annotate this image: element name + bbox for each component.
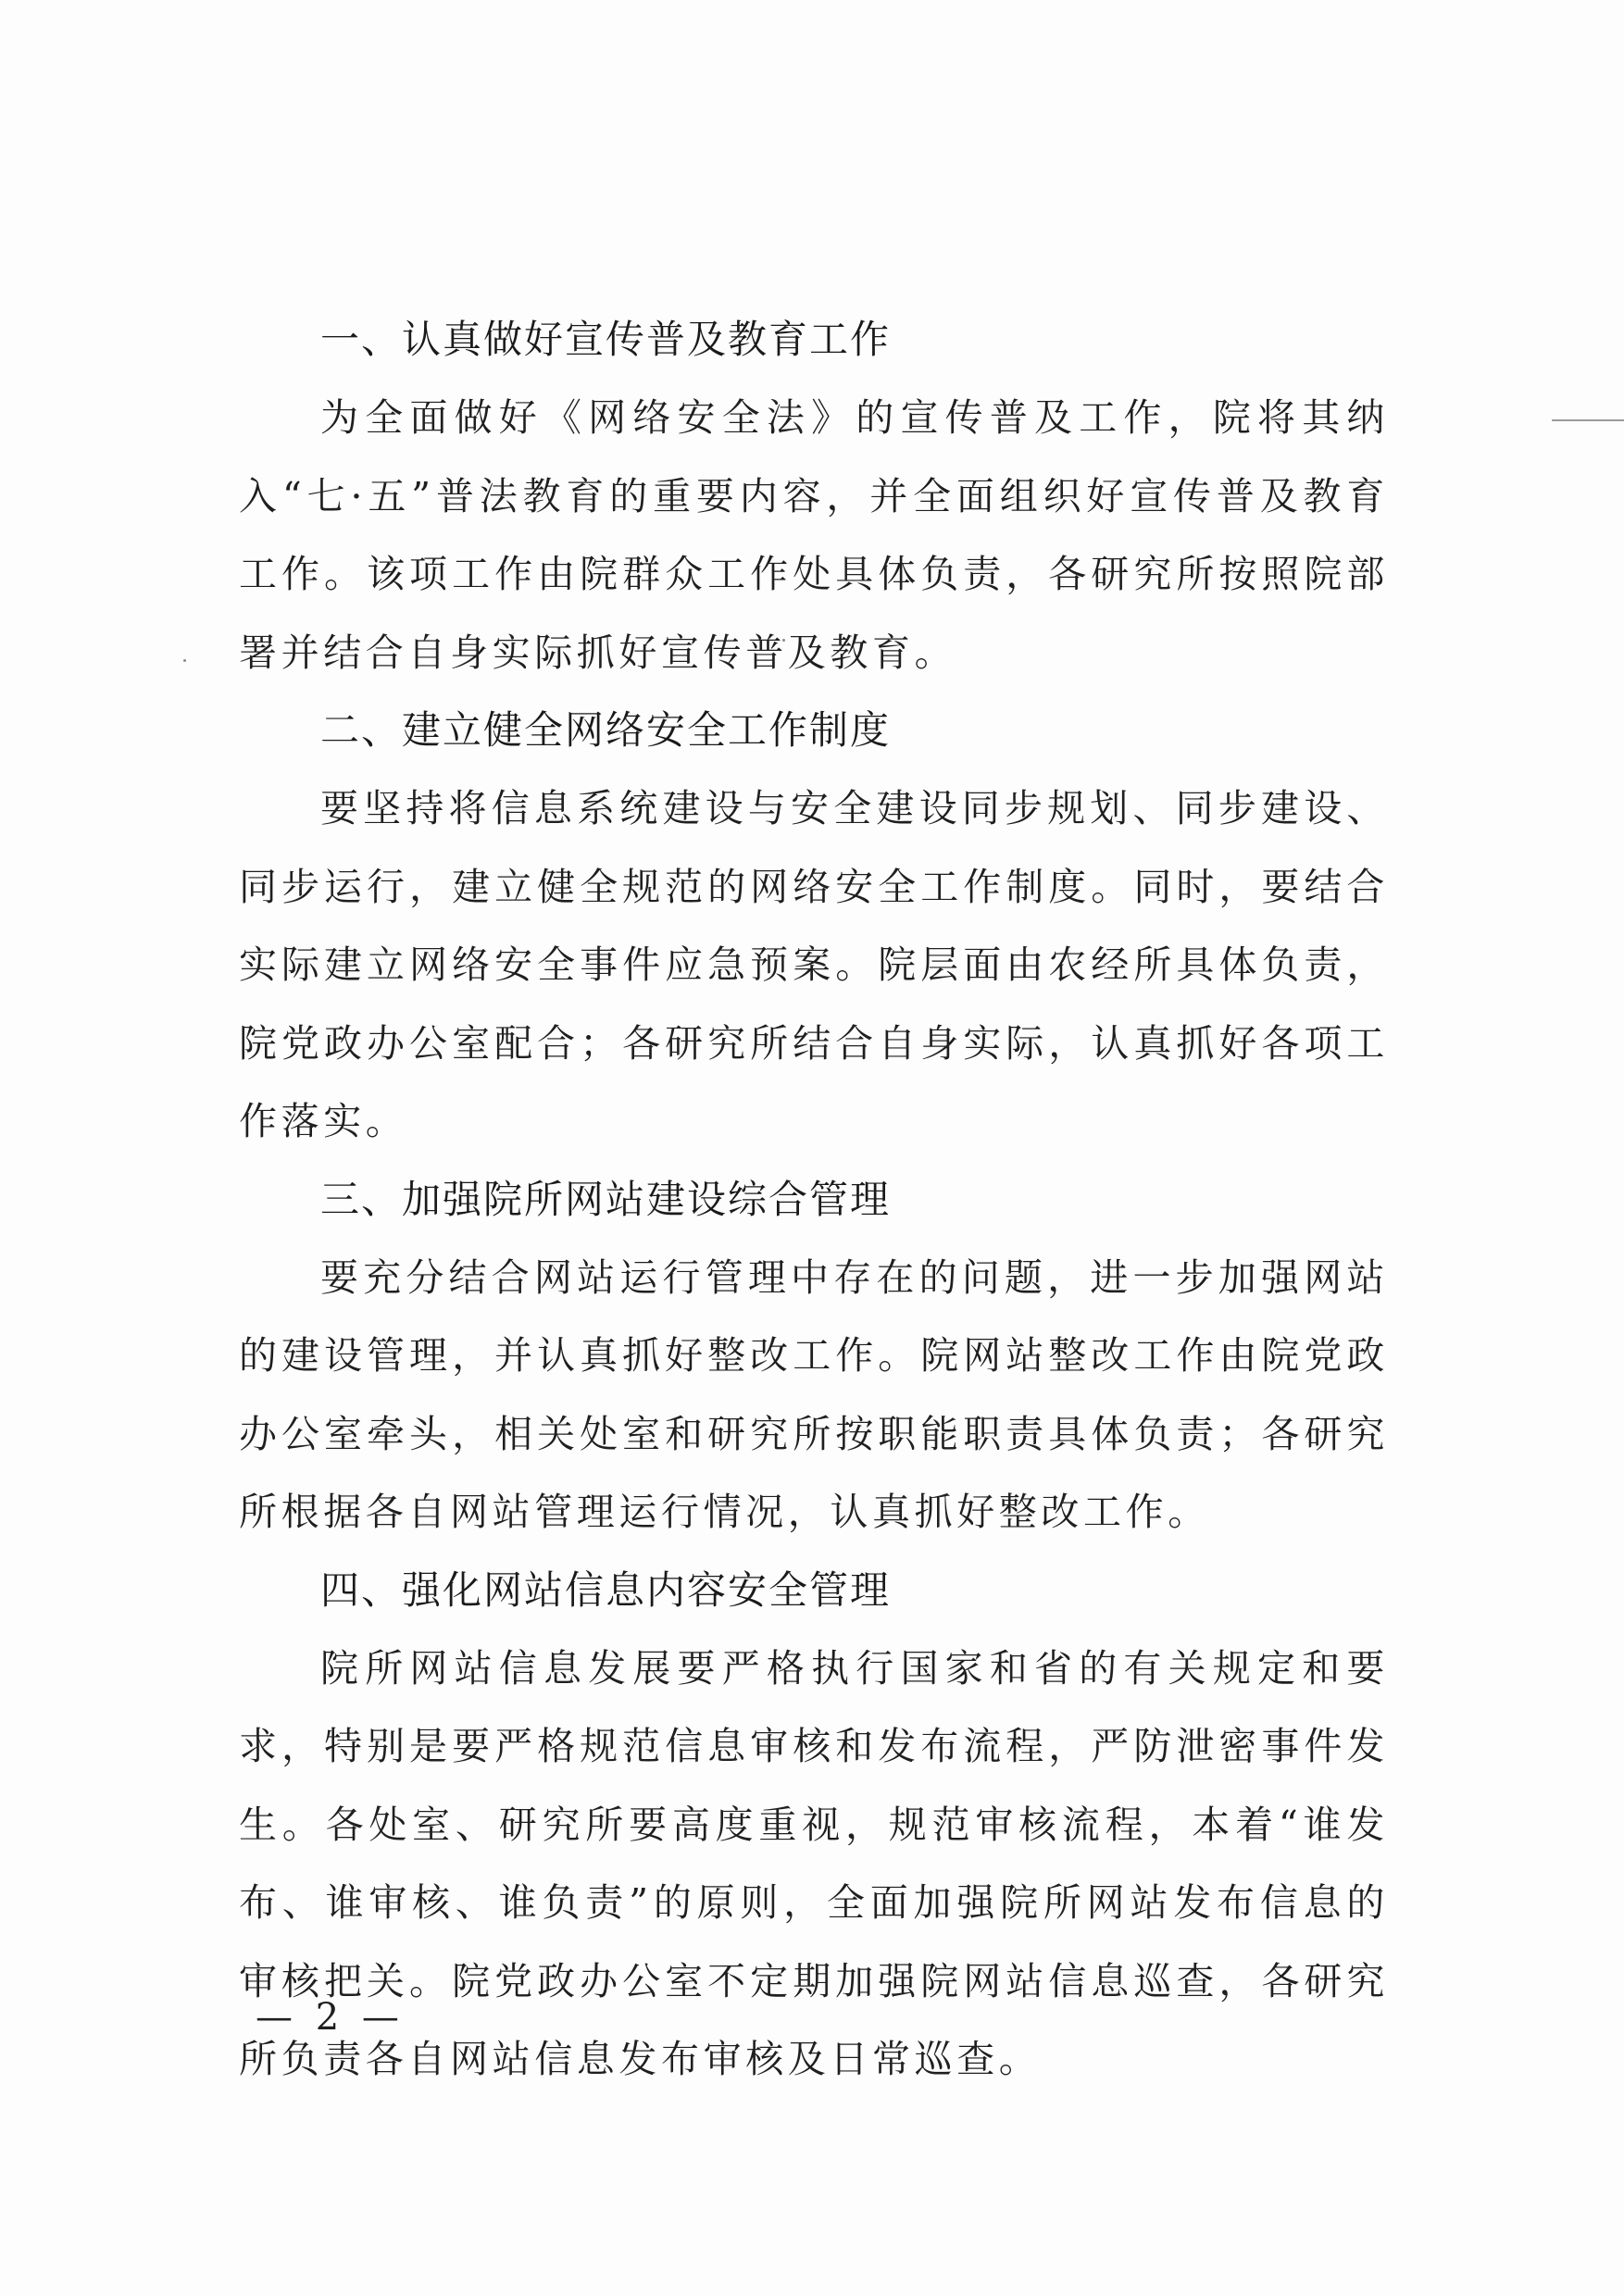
margin-mark — [1552, 419, 1624, 421]
section-heading: 一、认真做好宣传普及教育工作 — [320, 317, 892, 362]
section-heading: 四、强化网站信息内容安全管理 — [320, 1566, 892, 1613]
section-heading: 二、建立健全网络安全工作制度 — [320, 707, 892, 753]
scan-speck — [183, 659, 186, 662]
section-3 — [239, 1161, 1389, 1552]
section-heading: 三、加强院所网站建设综合管理 — [320, 1176, 892, 1222]
page-number: — 2 — — [256, 1996, 405, 2039]
section-1 — [239, 301, 1389, 692]
section-paragraph: 院所网站信息发展要严格执行国家和省的有关规定和要求，特别是要严格规范信息审核和发布流程，严防泄密事件发生。各处室、研究所要高度重视，规范审核流程，本着“谁发布、谁审核、谁负责”的原则，全面加强院所网站发布信息的审核把关。院党政办公室不定期加强院网站信息巡查，各研究所负责各自网站信息发布审核及日常巡查。 — [239, 1645, 1389, 2081]
section-paragraph: 要坚持将信息系统建设与安全建设同步规划、同步建设、同步运行，建立健全规范的网络安全工作制度。同时，要结合实际建立网络安全事件应急预案。院层面由农经所具体负责，院党政办公室配合；各研究所结合自身实际，认真抓好各项工作落实。 — [239, 786, 1389, 1143]
document-body — [239, 301, 1389, 2099]
section-paragraph: 要充分结合网站运行管理中存在的问题，进一步加强网站的建设管理，并认真抓好整改工作。院网站整改工作由院党政办公室牵头，相关处室和研究所按职能职责具体负责；各研究所根据各自网站管理运行情况，认真抓好整改工作。 — [239, 1254, 1389, 1534]
section-2 — [239, 692, 1389, 1161]
section-paragraph: 为全面做好《网络安全法》的宣传普及工作，院将其纳入“七·五”普法教育的重要内容，并全面组织好宣传普及教育工作。该项工作由院群众工作处具体负责，各研究所按照院部署并结合自身实际抓好宣传普及教育。 — [239, 395, 1389, 675]
section-4 — [239, 1552, 1389, 2099]
